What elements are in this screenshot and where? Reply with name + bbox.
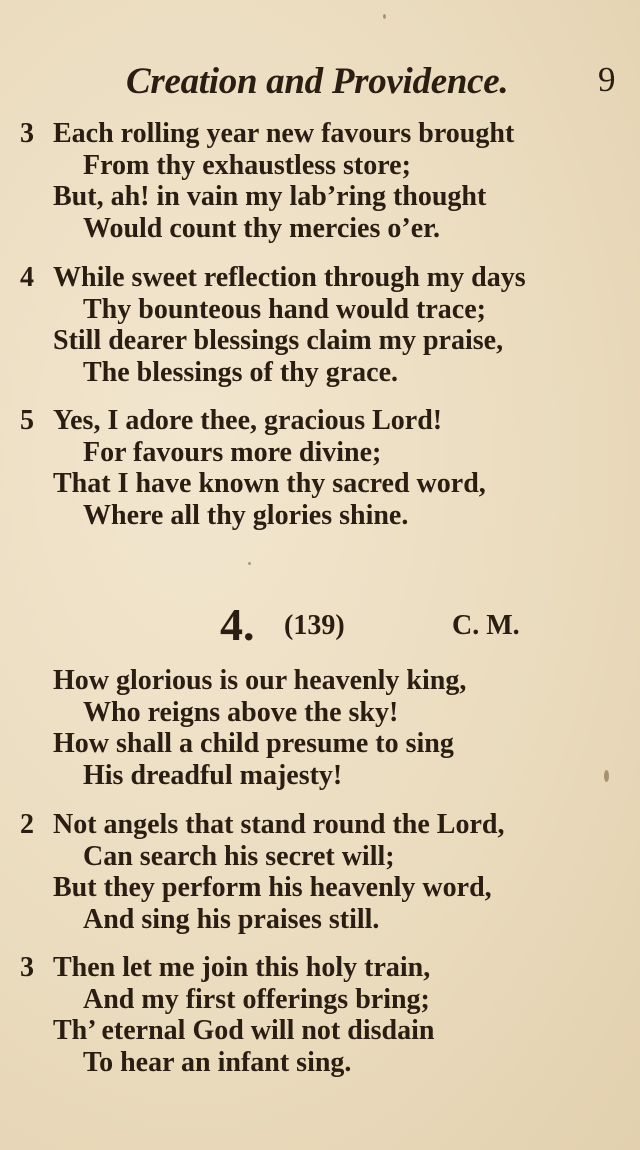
paper-speck [248, 562, 251, 565]
paper-speck [604, 770, 609, 782]
verse-line: But they perform his heavenly word, [53, 872, 492, 903]
verse-line: Th’ eternal God will not disdain [53, 1015, 435, 1046]
stanza [0, 118, 640, 244]
hymn-reference: (139) [284, 610, 345, 641]
stanza [0, 665, 640, 791]
verse-line: And my first offerings bring; [83, 983, 430, 1015]
verse-line: Each rolling year new favours brought [53, 118, 515, 149]
stanza-number: 5 [20, 405, 34, 436]
verse-line: Thy bounteous hand would trace; [83, 293, 486, 325]
running-title: Creation and Providence. [126, 61, 509, 102]
verse-line: To hear an infant sing. [83, 1046, 352, 1078]
stanza-number: 4 [20, 262, 34, 293]
verse-line: While sweet reflection through my days [53, 262, 526, 293]
hymn-meter: C. M. [452, 610, 520, 641]
stanza [0, 405, 640, 531]
hymn-number: 4. [220, 599, 255, 650]
stanza [0, 262, 640, 388]
verse-line: That I have known thy sacred word, [53, 468, 486, 499]
verse-line: Not angels that stand round the Lord, [53, 809, 505, 840]
verse-line: Would count thy mercies o’er. [83, 212, 440, 244]
verse-line: How shall a child presume to sing [53, 728, 454, 759]
stanza-number: 2 [20, 809, 34, 840]
verse-line: For favours more divine; [83, 436, 382, 468]
page-header [0, 60, 640, 104]
verse-line: Still dearer blessings claim my praise, [53, 325, 504, 356]
verse-line: His dreadful majesty! [83, 759, 343, 791]
page-number: 9 [598, 60, 616, 99]
stanza-number: 3 [20, 118, 34, 149]
verse-line: Then let me join this holy train, [53, 952, 431, 983]
stanza [0, 952, 640, 1078]
stanza-number: 3 [20, 952, 34, 983]
verse-line: Can search his secret will; [83, 840, 395, 872]
hymn-heading [0, 600, 640, 650]
verse-line: Yes, I adore thee, gracious Lord! [53, 405, 443, 436]
verse-line: How glorious is our heavenly king, [53, 665, 467, 696]
verse-line: But, ah! in vain my lab’ring thought [53, 181, 487, 212]
verse-line: Who reigns above the sky! [83, 696, 399, 728]
paper-speck [383, 14, 386, 19]
verse-line: And sing his praises still. [83, 903, 380, 935]
verse-line: Where all thy glories shine. [83, 499, 409, 531]
verse-line: The blessings of thy grace. [83, 356, 398, 388]
verse-line: From thy exhaustless store; [83, 149, 411, 181]
stanza [0, 809, 640, 935]
